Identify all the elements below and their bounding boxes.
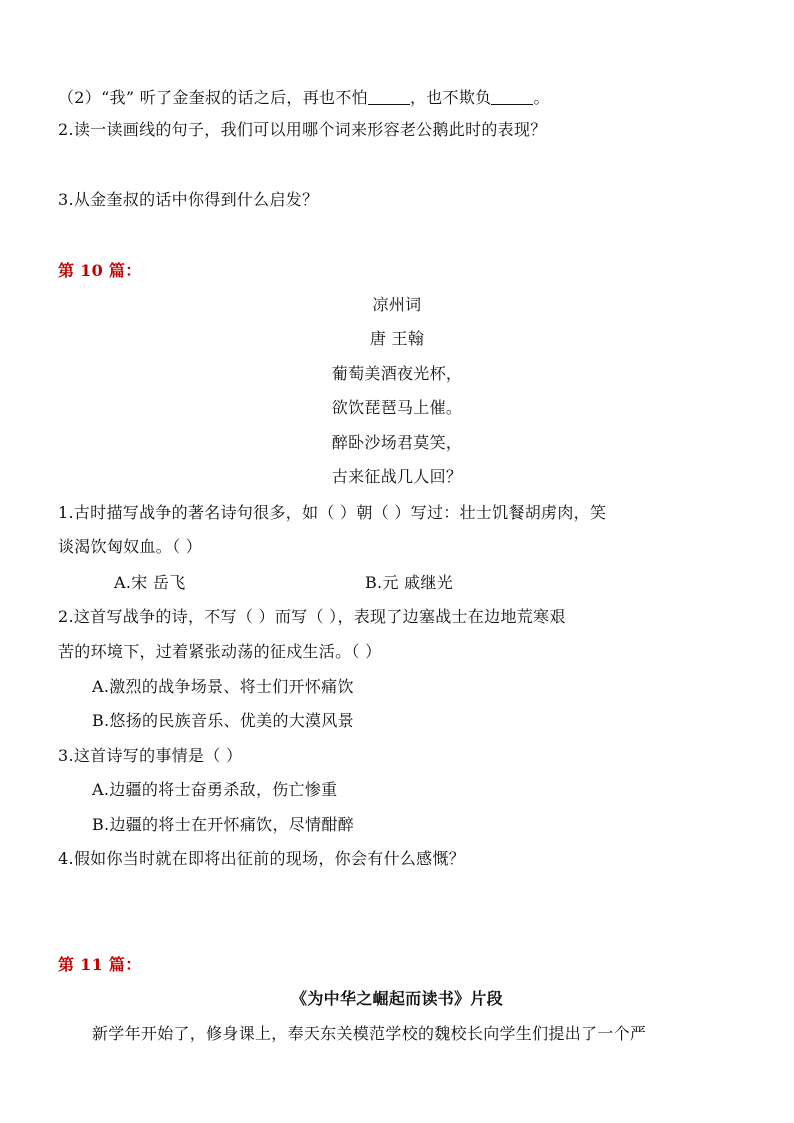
question-3: 3.从金奎叔的话中你得到什么启发？ — [58, 190, 319, 209]
question-10-2-line-2: 苦的环境下，过着紧张动荡的征戍生活。（ ） — [58, 642, 382, 661]
question-10-4: 4.假如你当时就在即将出征前的现场，你会有什么感慨？ — [58, 849, 466, 868]
option-a: A.激烈的战争场景、将士们开怀痛饮 — [92, 677, 354, 696]
passage-paragraph: 新学年开始了，修身课上，奉天东关模范学校的魏校长向学生们提出了一个严 — [92, 1024, 647, 1043]
option-b: B.悠扬的民族音乐、优美的大漠风景 — [92, 711, 354, 730]
question-1-2-text-mid: ，也不欺负 — [409, 88, 492, 107]
poem-line-2: 欲饮琵琶马上催。 — [331, 398, 463, 417]
section-10-heading: 第 10 篇： — [58, 261, 142, 280]
question-1-2 — [58, 88, 550, 108]
poem-author: 唐 王翰 — [369, 329, 425, 348]
blank-line — [368, 88, 410, 105]
section-11-heading: 第 11 篇： — [58, 955, 142, 974]
poem-line-1: 葡萄美酒夜光杯， — [331, 364, 463, 383]
option-b: B.元 戚继光 — [365, 573, 454, 592]
question-10-2-line-1: 2.这首写战争的诗，不写（ ）而写（ ），表现了边塞战士在边地荒寒艰 — [58, 607, 566, 626]
poem-line-4: 古来征战几人回？ — [331, 467, 463, 486]
blank-line — [491, 88, 533, 105]
question-2: 2.读一读画线的句子，我们可以用哪个词来形容老公鹅此时的表现？ — [58, 120, 547, 139]
question-10-1-line-1: 1.古时描写战争的著名诗句很多，如（ ）朝（ ）写过：壮士饥餐胡虏肉，笑 — [58, 503, 607, 522]
question-1-2-text-end: 。 — [533, 88, 550, 107]
option-a: A.宋 岳飞 — [114, 573, 186, 592]
poem-title: 凉州词 — [372, 295, 422, 314]
question-10-3: 3.这首诗写的事情是（ ） — [58, 746, 243, 765]
option-b: B.边疆的将士在开怀痛饮，尽情酣醉 — [92, 815, 354, 834]
question-1-2-text-pre: （2）“我” 听了金奎叔的话之后，再也不怕 — [58, 88, 368, 107]
passage-title: 《为中华之崛起而读书》片段 — [291, 989, 503, 1008]
poem-line-3: 醉卧沙场君莫笑， — [331, 433, 463, 452]
question-10-1-line-2: 谈渴饮匈奴血。（ ） — [58, 537, 203, 556]
option-a: A.边疆的将士奋勇杀敌，伤亡惨重 — [92, 780, 338, 799]
